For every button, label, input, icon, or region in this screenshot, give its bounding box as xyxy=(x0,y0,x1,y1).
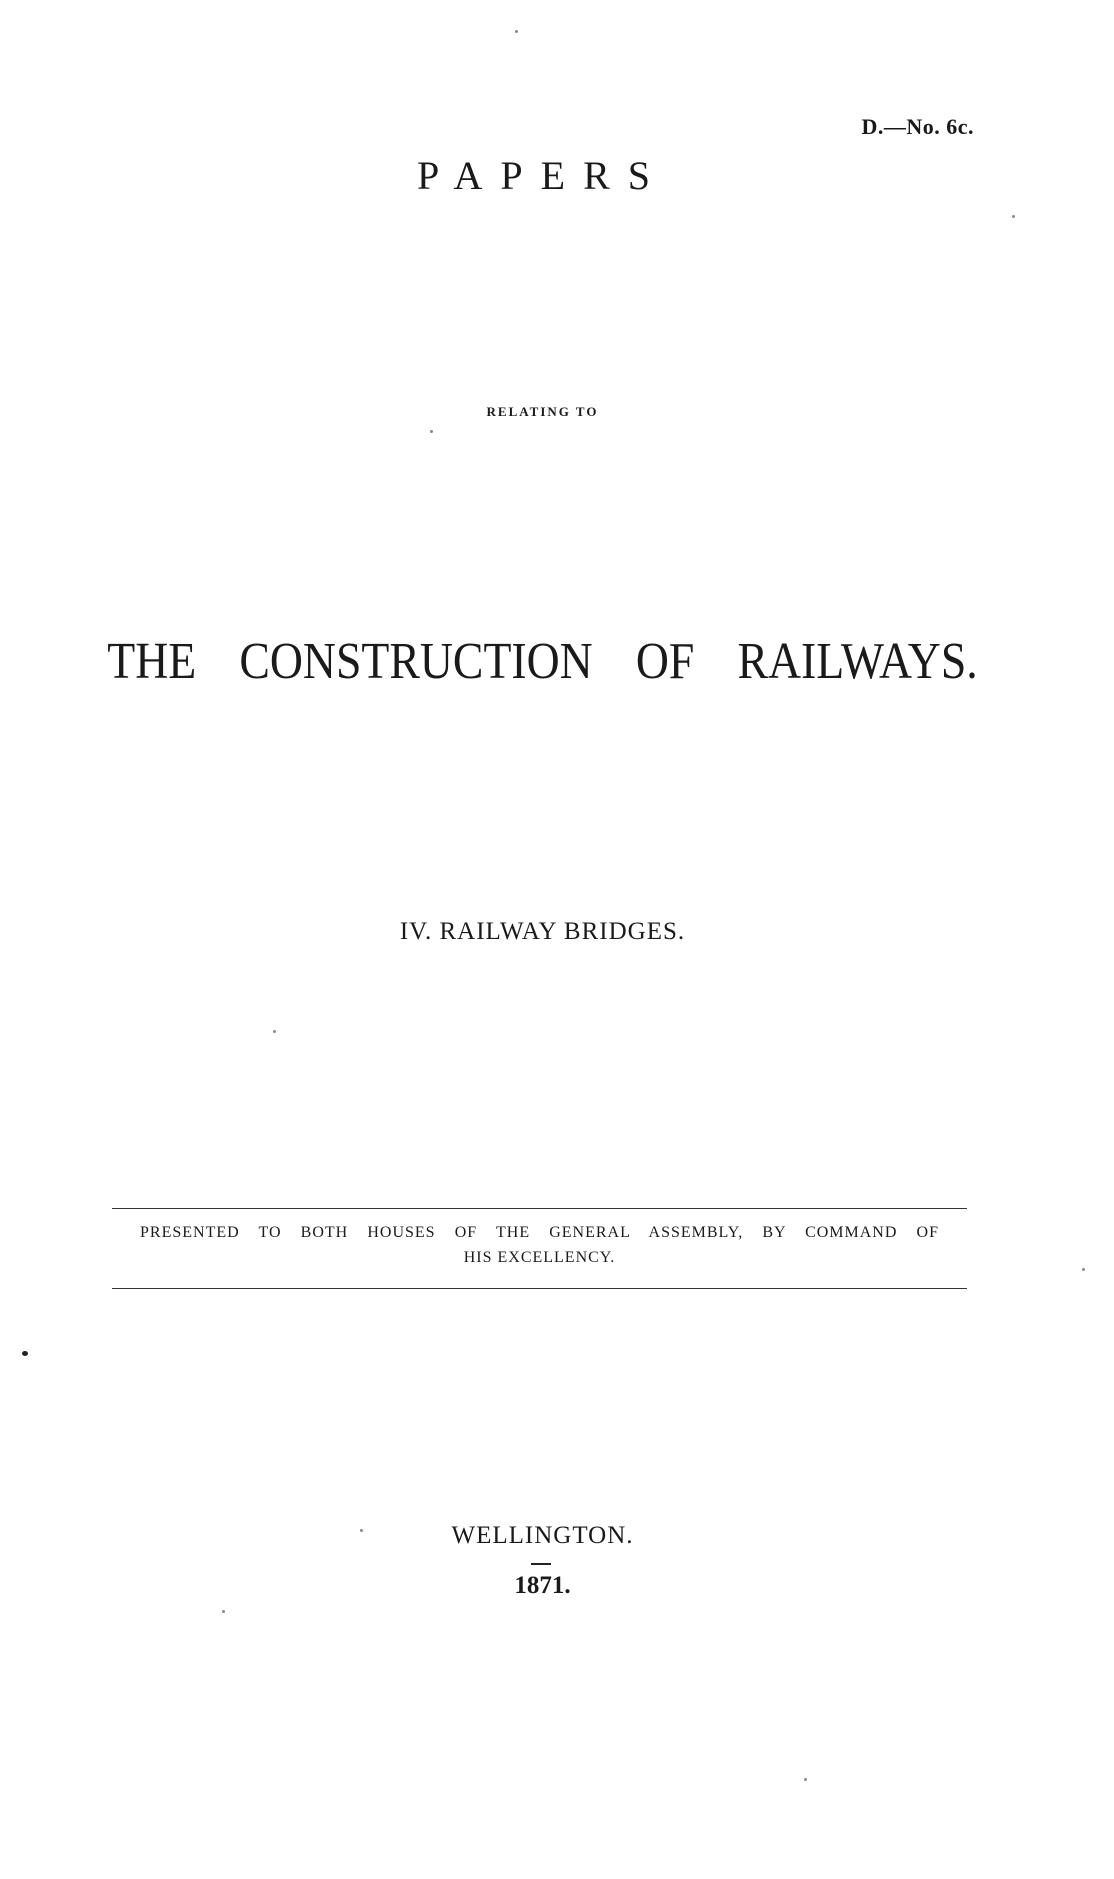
scan-speck xyxy=(360,1529,363,1532)
scan-speck xyxy=(1012,215,1015,218)
scan-speck xyxy=(515,30,518,33)
publication-place: WELLINGTON. xyxy=(451,1522,634,1549)
presented-line-2: HIS EXCELLENCY. xyxy=(463,1249,616,1266)
document-reference: D.—No. 6c. xyxy=(861,114,974,139)
relating-to-label: RELATING TO xyxy=(486,404,599,419)
presented-line-1: PRESENTED TO BOTH HOUSES OF THE GENERAL ASSEMBLY, BY COMMAND OF xyxy=(140,1224,939,1241)
presented-notice xyxy=(112,1220,967,1270)
top-divider xyxy=(112,1208,967,1209)
scan-speck xyxy=(1082,1268,1085,1271)
scan-speck xyxy=(273,1030,276,1033)
main-title: THE CONSTRUCTION OF RAILWAYS. xyxy=(107,633,978,690)
scan-speck xyxy=(804,1778,807,1781)
place-year-divider xyxy=(531,1563,551,1565)
publication-year: 1871. xyxy=(514,1572,571,1599)
scan-speck xyxy=(222,1610,225,1613)
scan-speck xyxy=(22,1351,28,1356)
bottom-divider xyxy=(112,1288,967,1289)
papers-heading: PAPERS xyxy=(416,153,669,198)
section-subtitle: IV. RAILWAY BRIDGES. xyxy=(399,918,686,945)
scan-speck xyxy=(430,430,433,433)
